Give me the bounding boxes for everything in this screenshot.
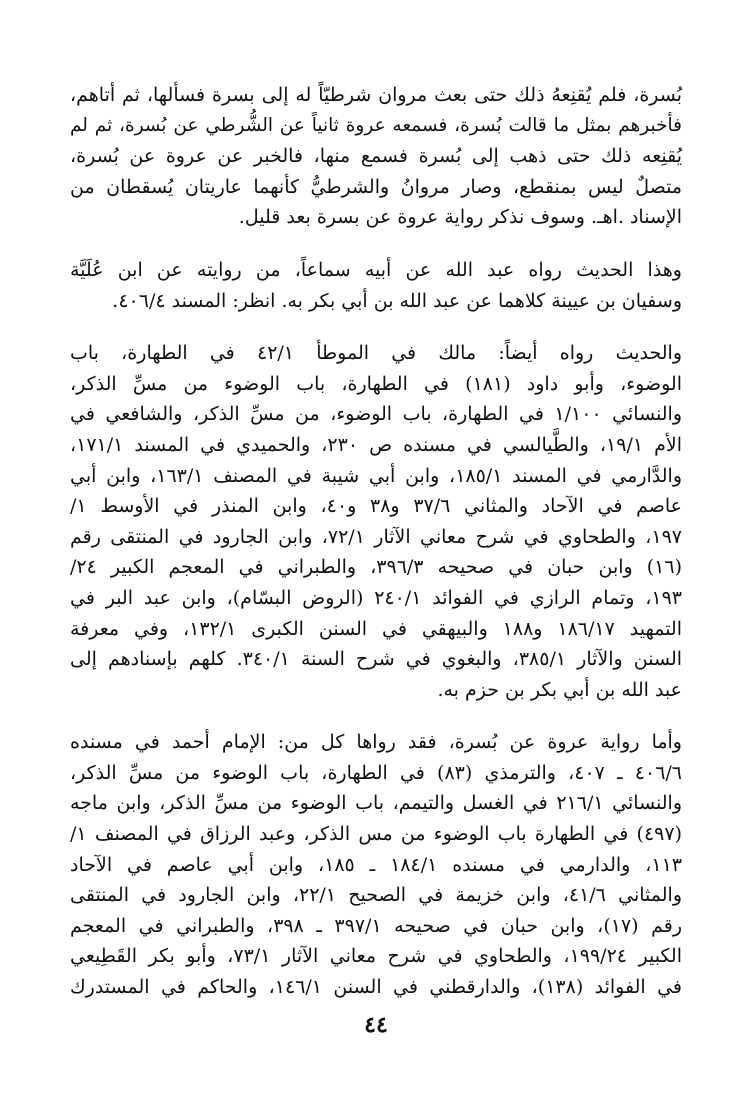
text-line: الوضوء، وأبو داود (١٨١) في الطهارة، باب الوضوء من مسِّ الذكر، [70,372,682,395]
text-line: والنسائي ٢١٦/١ في الغسل والتيمم، باب الوضوء من مسِّ الذكر، وابن ماجه [70,792,682,815]
text-line: وهذا الحديث رواه عبد الله عن أبيه سماعاً، من روايته عن ابن عُلَيَّة [70,258,682,281]
text-line: وأما رواية عروة عن بُسرة، فقد رواها كل من: الإمام أحمد في مسنده [70,731,682,754]
text-line: التمهيد ١٨٦/١٧ و١٨٨ والبيهقي في السنن الكبرى ١٣٢/١، وفي معرفة [70,617,682,640]
page-number: ٤٤ [364,1012,388,1038]
text-line: السنن والآثار ٣٨٥/١، والبغوي في شرح السنة ٣٤٠/١. كلهم بإسنادهم إلى [70,648,683,671]
text-line: ١٩٧، والطحاوي في شرح معاني الآثار ٧٢/١، وابن الجارود في المنتقى رقم [70,525,683,548]
paragraph-4 [70,727,682,1002]
text-line: (١٦) وابن حبان في صحيحه ٣٩٦/٣، والطبراني في المعجم الكبير ٢٤/ [70,556,682,579]
text-line: وسفيان بن عيينة كلاهما عن عبد الله بن أبي بكر به. انظر: المسند ٤٠٦/٤. [112,289,682,312]
text-line: والحديث رواه أيضاً: مالك في الموطأ ٤٢/١ في الطهارة، باب [70,342,682,365]
text-line: الكبير ١٩٩/٢٤، والطحاوي في شرح معاني الآثار ٧٣/١، وأبو بكر القَطِيعي [70,945,682,968]
text-line: والنسائي ١/١٠٠ في الطهارة، باب الوضوء، من مسِّ الذكر، والشافعي في [70,403,682,426]
text-line: عبد الله بن أبي بكر بن حزم به. [437,678,682,701]
text-line: بُسرة، فلم يُقنِعهُ ذلك حتى بعث مروان شرطيّاً له إلى بسرة فسألها، ثم أتاهم، [70,84,682,106]
paragraph-3 [70,338,682,705]
text-line: رقم (١٧)، وابن حبان في صحيحه ٣٩٧/١ ـ ٣٩٨، والطبراني في المعجم [70,914,682,937]
text-line: يُقنِعه ذلك حتى ذهب إلى بُسرة فسمع منها، فالخبر عن عروة عن بُسرة، [70,145,682,168]
text-line: متصلٌ ليس بمنقطع، وصار مروانُ والشرطيُّ كأنهما عاريتان يُسقطان من [70,175,682,198]
text-line: في الفوائد (١٣٨)، والدارقطني في السنن ١٤٦/١، والحاكم في المستدرك [70,976,682,999]
text-line: فأخبرهم بمثل ما قالت بُسرة، فسمعه عروة ثانياً عن الشُّرطي عن بُسرة، ثم لم [70,114,682,136]
text-line: (٤٩٧) في الطهارة باب الوضوء من مس الذكر، وعبد الرزاق في المصنف ١/ [70,823,682,846]
text-line: والدَّارمي في المسند ١٨٥/١، وابن أبي شيبة في المصنف ١٦٣/١، وابن أبي [70,464,682,487]
text-line: ١٩٣، وتمام الرازي في الفوائد ٢٤٠/١ (الروض البسّام)، وابن عبد البر في [70,586,682,609]
text-line: ٤٠٦/٦ ـ ٤٠٧، والترمذي (٨٣) في الطهارة، باب الوضوء من مسِّ الذكر، [70,761,683,784]
text-line: عاصم في الآحاد والمثاني ٣٧/٦ و٣٨ و٤٠، وابن المنذر في الأوسط ١/ [70,495,683,518]
page-body [70,80,682,1025]
text-line: الأم ١٩/١، والطَّيالسي في مسنده ص ٢٣٠، والحميدي في المسند ١٧١/١، [70,433,683,456]
text-line: الإسناد .اهـ. وسوف نذكر رواية عروة عن بسرة بعد قليل. [238,206,682,229]
text-line: والمثاني ٤١/٦، وابن خزيمة في الصحيح ٢٢/١، وابن الجارود في المنتقى [70,884,682,907]
paragraph-1 [70,80,682,233]
text-line: ١١٣، والدارمي في مسنده ١٨٤/١ ـ ١٨٥، وابن أبي عاصم في الآحاد [70,853,682,876]
paragraph-2 [70,255,682,316]
